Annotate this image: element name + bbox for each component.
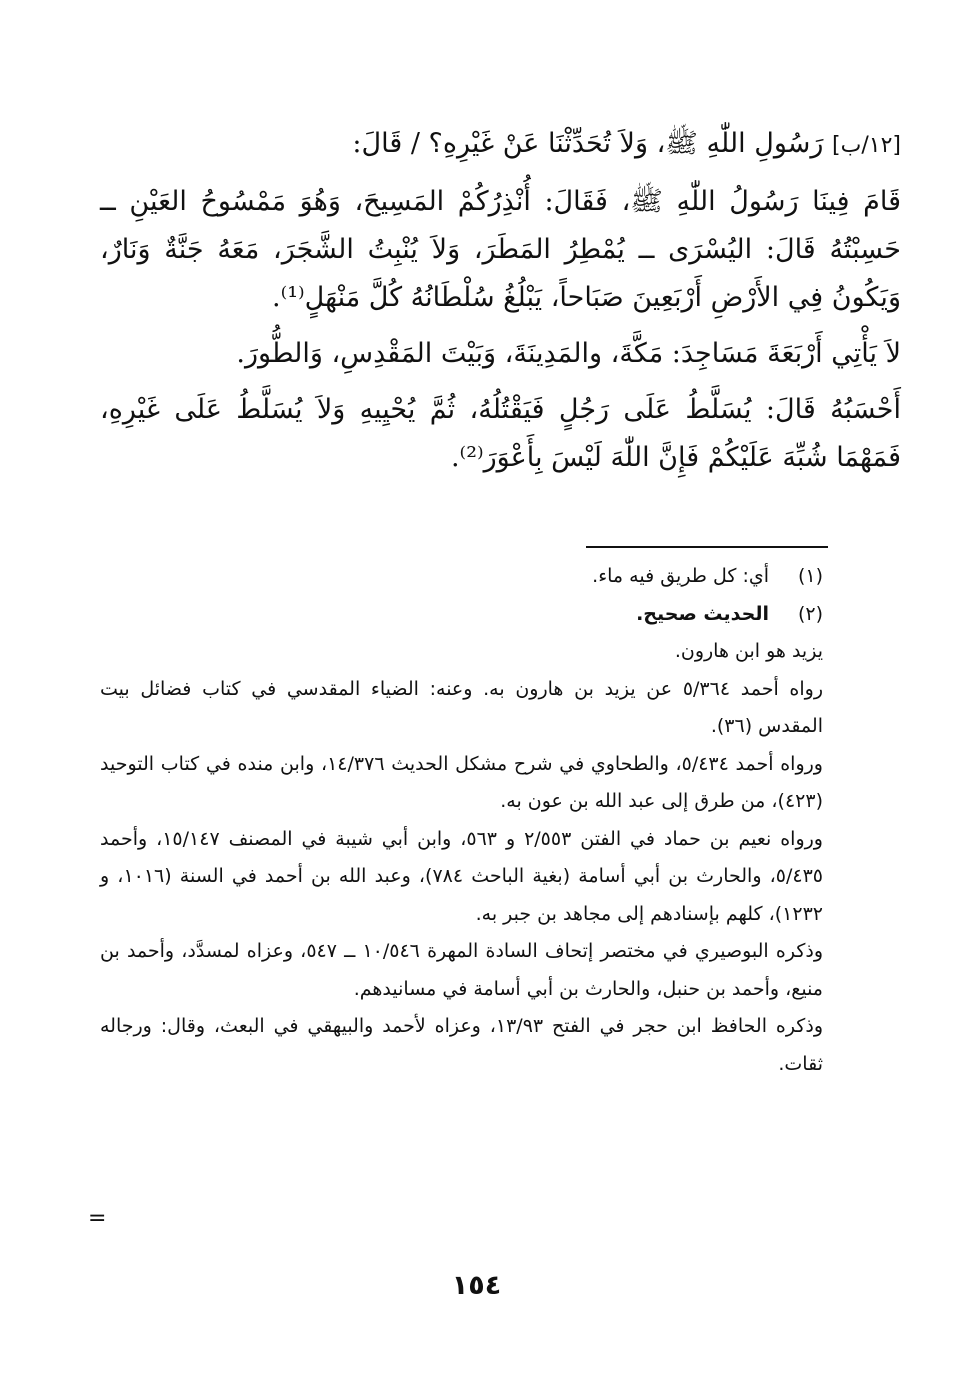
main-text	[100, 120, 901, 482]
hadith-line-1-text: رَسُولِ اللّٰهِ ﷺ، وَلاَ تُحَدِّثْنَا عَنْ غَيْرِهِ؟ / قَالَ:	[352, 128, 824, 159]
continuation-mark: =	[88, 1206, 107, 1231]
footnote-2-heading: الحديث صحيح.	[636, 602, 769, 625]
footnote-2-paragraph-3: ورواه أحمد ٥/٤٣٤، والطحاوي في شرح مشكل الحديث ١٤/٣٧٦، وابن منده في كتاب التوحيد (٤٢٣)، من طرق إلى عبد الله بن عون به.	[100, 752, 823, 812]
footnote-2	[100, 596, 823, 634]
footnotes	[100, 558, 823, 1083]
hadith-paragraph-3: أَحْسَبُهُ قَالَ: يُسَلَّطُ عَلَى رَجُلٍ فَيَقْتُلُهُ، ثُمَّ يُحْيِيهِ وَلاَ يُسَلَّطُ عَلَى غَيْرِهِ، فَمَهْمَا شُبِّهَ عَلَيْكُمْ فَإِنَّ اللّٰهَ لَيْسَ بِأَعْوَرَ⁽²⁾.	[100, 394, 901, 473]
footnote-2-number: (٢)	[797, 602, 823, 625]
hadith-line-1	[100, 120, 901, 170]
footnote-1	[100, 558, 823, 596]
page-number: ١٥٤	[451, 1270, 502, 1301]
hadith-paragraph-2: لاَ يَأْتِي أَرْبَعَةَ مَسَاجِدَ: مَكَّةَ، والمَدِينَةَ، وَبَيْتَ المَقْدِسِ، وَالطُّورَ.	[236, 338, 901, 369]
manuscript-folio-marker: [١٢/ب]	[832, 133, 901, 158]
footnote-2-paragraph-4: ورواه نعيم بن حماد في الفتن ٢/٥٥٣ و ٥٦٣، وابن أبي شيبة في المصنف ١٥/١٤٧، وأحمد ٥/٤٣٥، والحارث بن أبي أسامة (بغية الباحث ٧٨٤)، وعبد الله بن أحمد في السنة (١٠١٦، و ١٢٣٢)، كلهم بإسنادهم إلى مجاهد بن جبر به.	[100, 827, 823, 925]
footnote-separator	[586, 546, 828, 548]
footnote-2-paragraph-5: وذكره البوصيري في مختصر إتحاف السادة المهرة ١٠/٥٤٦ ــ ٥٤٧، وعزاه لمسدَّد، وأحمد بن منيع، وأحمد بن حنبل، والحارث بن أبي أسامة في مسانيدهم.	[100, 940, 824, 1000]
hadith-paragraph-1: قَامَ فِينَا رَسُولُ اللّٰهِ ﷺ، فَقَالَ: أُنْذِرُكُمْ المَسِيحَ، وَهُوَ مَمْسُوحُ العَيْنِ ــ حَسِبْتُهُ قَالَ: اليُسْرَى ــ يُمْطِرُ المَطَرَ، وَلاَ يُنْبِتُ الشَّجَرَ، مَعَهُ جَنَّةٌ وَنَارٌ، وَيَكُونُ فِي الأَرْضِ أَرْبَعِينَ صَبَاحاً، يَبْلُغُ سُلْطَانُهُ كُلَّ مَنْهَلٍ⁽¹⁾.	[100, 186, 901, 313]
footnote-2-paragraph-6: وذكره الحافظ ابن حجر في الفتح ١٣/٩٣، وعزاه لأحمد والبيهقي في البعث، وقال: ورجاله ثقات.	[100, 1015, 823, 1075]
footnote-2-paragraph-2: رواه أحمد ٥/٣٦٤ عن يزيد بن هارون به. وعنه: الضياء المقدسي في كتاب فضائل بيت المقدس (٣٦).	[100, 677, 823, 737]
footnote-2-paragraph-1: يزيد هو ابن هارون.	[674, 640, 823, 662]
footnote-1-number: (١)	[797, 565, 823, 587]
footnote-1-text: أي: كل طريق فيه ماء.	[592, 565, 769, 587]
